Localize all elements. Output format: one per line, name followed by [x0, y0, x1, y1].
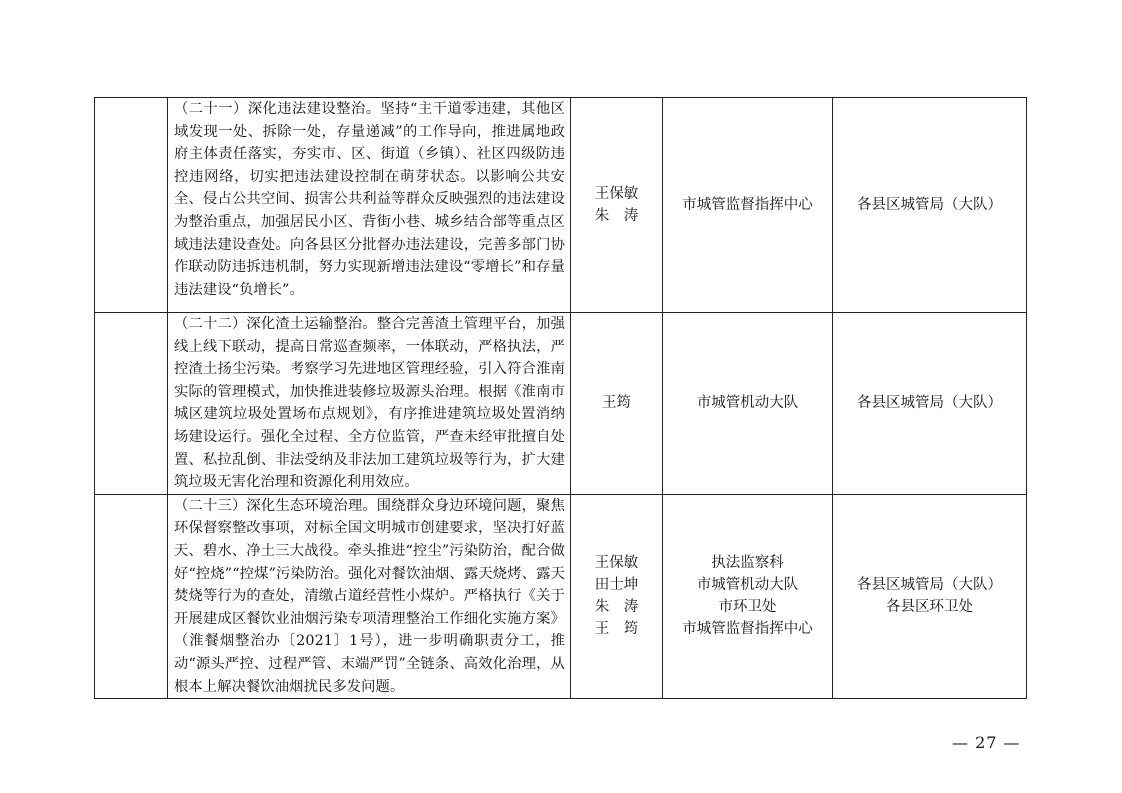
lead-unit: 市城管机动大队: [696, 395, 799, 412]
leader-name: 田士坤: [594, 577, 639, 594]
lead-unit: 执法监察科: [711, 555, 784, 572]
lead-unit: 市城管监督指挥中心: [682, 621, 813, 638]
responsible-unit: 各县区城管局（大队）: [857, 395, 1002, 412]
leader-cell: [571, 98, 663, 313]
responsible-unit-cell: [833, 98, 1027, 313]
lead-unit: 市环卫处: [718, 599, 777, 616]
leader-name: 王 筠: [594, 621, 639, 638]
lead-unit-cell: [663, 494, 833, 698]
blank-cell: [95, 313, 168, 495]
lead-unit-cell: [663, 98, 833, 313]
responsible-unit: 各县区城管局（大队）: [857, 197, 1002, 213]
task-content-cell: [168, 98, 571, 313]
blank-cell: [95, 494, 168, 698]
leader-name: 王保敏: [594, 555, 639, 572]
responsible-unit-cell: [833, 494, 1027, 698]
lead-unit: 市城管监督指挥中心: [682, 197, 813, 213]
leader-cell: [571, 494, 663, 698]
page-number: — 27 —: [952, 733, 1021, 752]
responsible-unit: 各县区城管局（大队）: [857, 577, 1002, 594]
table-row: [95, 98, 1027, 313]
lead-unit-cell: [663, 313, 833, 495]
table-row: [95, 494, 1027, 698]
leader-cell: [571, 313, 663, 495]
blank-cell: [95, 98, 168, 313]
responsible-unit: 各县区环卫处: [886, 599, 973, 616]
responsible-unit-cell: [833, 313, 1027, 495]
leader-name: 王筠: [602, 395, 631, 412]
task-content: （二十二）深化渣土运输整治。整合完善渣土管理平台，加强线上线下联动，提高日常巡查频率，一体联动，严格执法，严控渣土扬尘污染。考察学习先进地区管理经验，引入符合淮南实际的管理模式，加快推进装修垃圾源头治理。根据《淮南市城区建筑垃圾处置场布点规划》，有序推进建筑垃圾处置消纳场建设运行。强化全过程、全方位监管，严查未经审批擅自处置、私拉乱倒、非法受纳及非法加工建筑垃圾等行为，扩大建筑垃圾无害化治理和资源化利用效应。: [174, 316, 565, 491]
leader-name: 朱 涛: [594, 599, 639, 616]
leader-name: 朱 涛: [594, 208, 639, 224]
task-content-cell: [168, 313, 571, 495]
task-content: （二十一）深化违法建设整治。坚持“主干道零违建，其他区域发现一处、拆除一处，存量递减”的工作导向，推进属地政府主体责任落实，夯实市、区、街道（乡镇）、社区四级防违控违网络，切实把违法建设控制在萌芽状态。以影响公共安全、侵占公共空间、损害公共利益等群众反映强烈的违法建设为整治重点，加强居民小区、背街小巷、城乡结合部等重点区域违法建设查处。向各县区分批督办违法建设，完善多部门协作联动防违拆违机制，努力实现新增违法建设“零增长”和存量违法建设“负增长”。: [174, 101, 565, 298]
task-content-cell: [168, 494, 571, 698]
leader-name: 王保敏: [594, 186, 639, 202]
task-content: （二十三）深化生态环境治理。围绕群众身边环境问题，聚焦环保督察整改事项，对标全国文明城市创建要求，坚决打好蓝天、碧水、净土三大战役。牵头推进“控尘”污染防治，配合做好“控烧”“控煤”污染防治。强化对餐饮油烟、露天烧烤、露天焚烧等行为的查处，清缴占道经营性小煤炉。严格执行《关于开展建成区餐饮业油烟污染专项清理整治工作细化实施方案》（淮餐烟整治办〔2021〕1号），进一步明确职责分工，推动“源头严控、过程严管、末端严罚”全链条、高效化治理，从根本上解决餐饮油烟扰民多发问题。: [174, 497, 565, 695]
task-table: [94, 97, 1027, 699]
lead-unit: 市城管机动大队: [696, 577, 799, 594]
table-row: [95, 313, 1027, 495]
